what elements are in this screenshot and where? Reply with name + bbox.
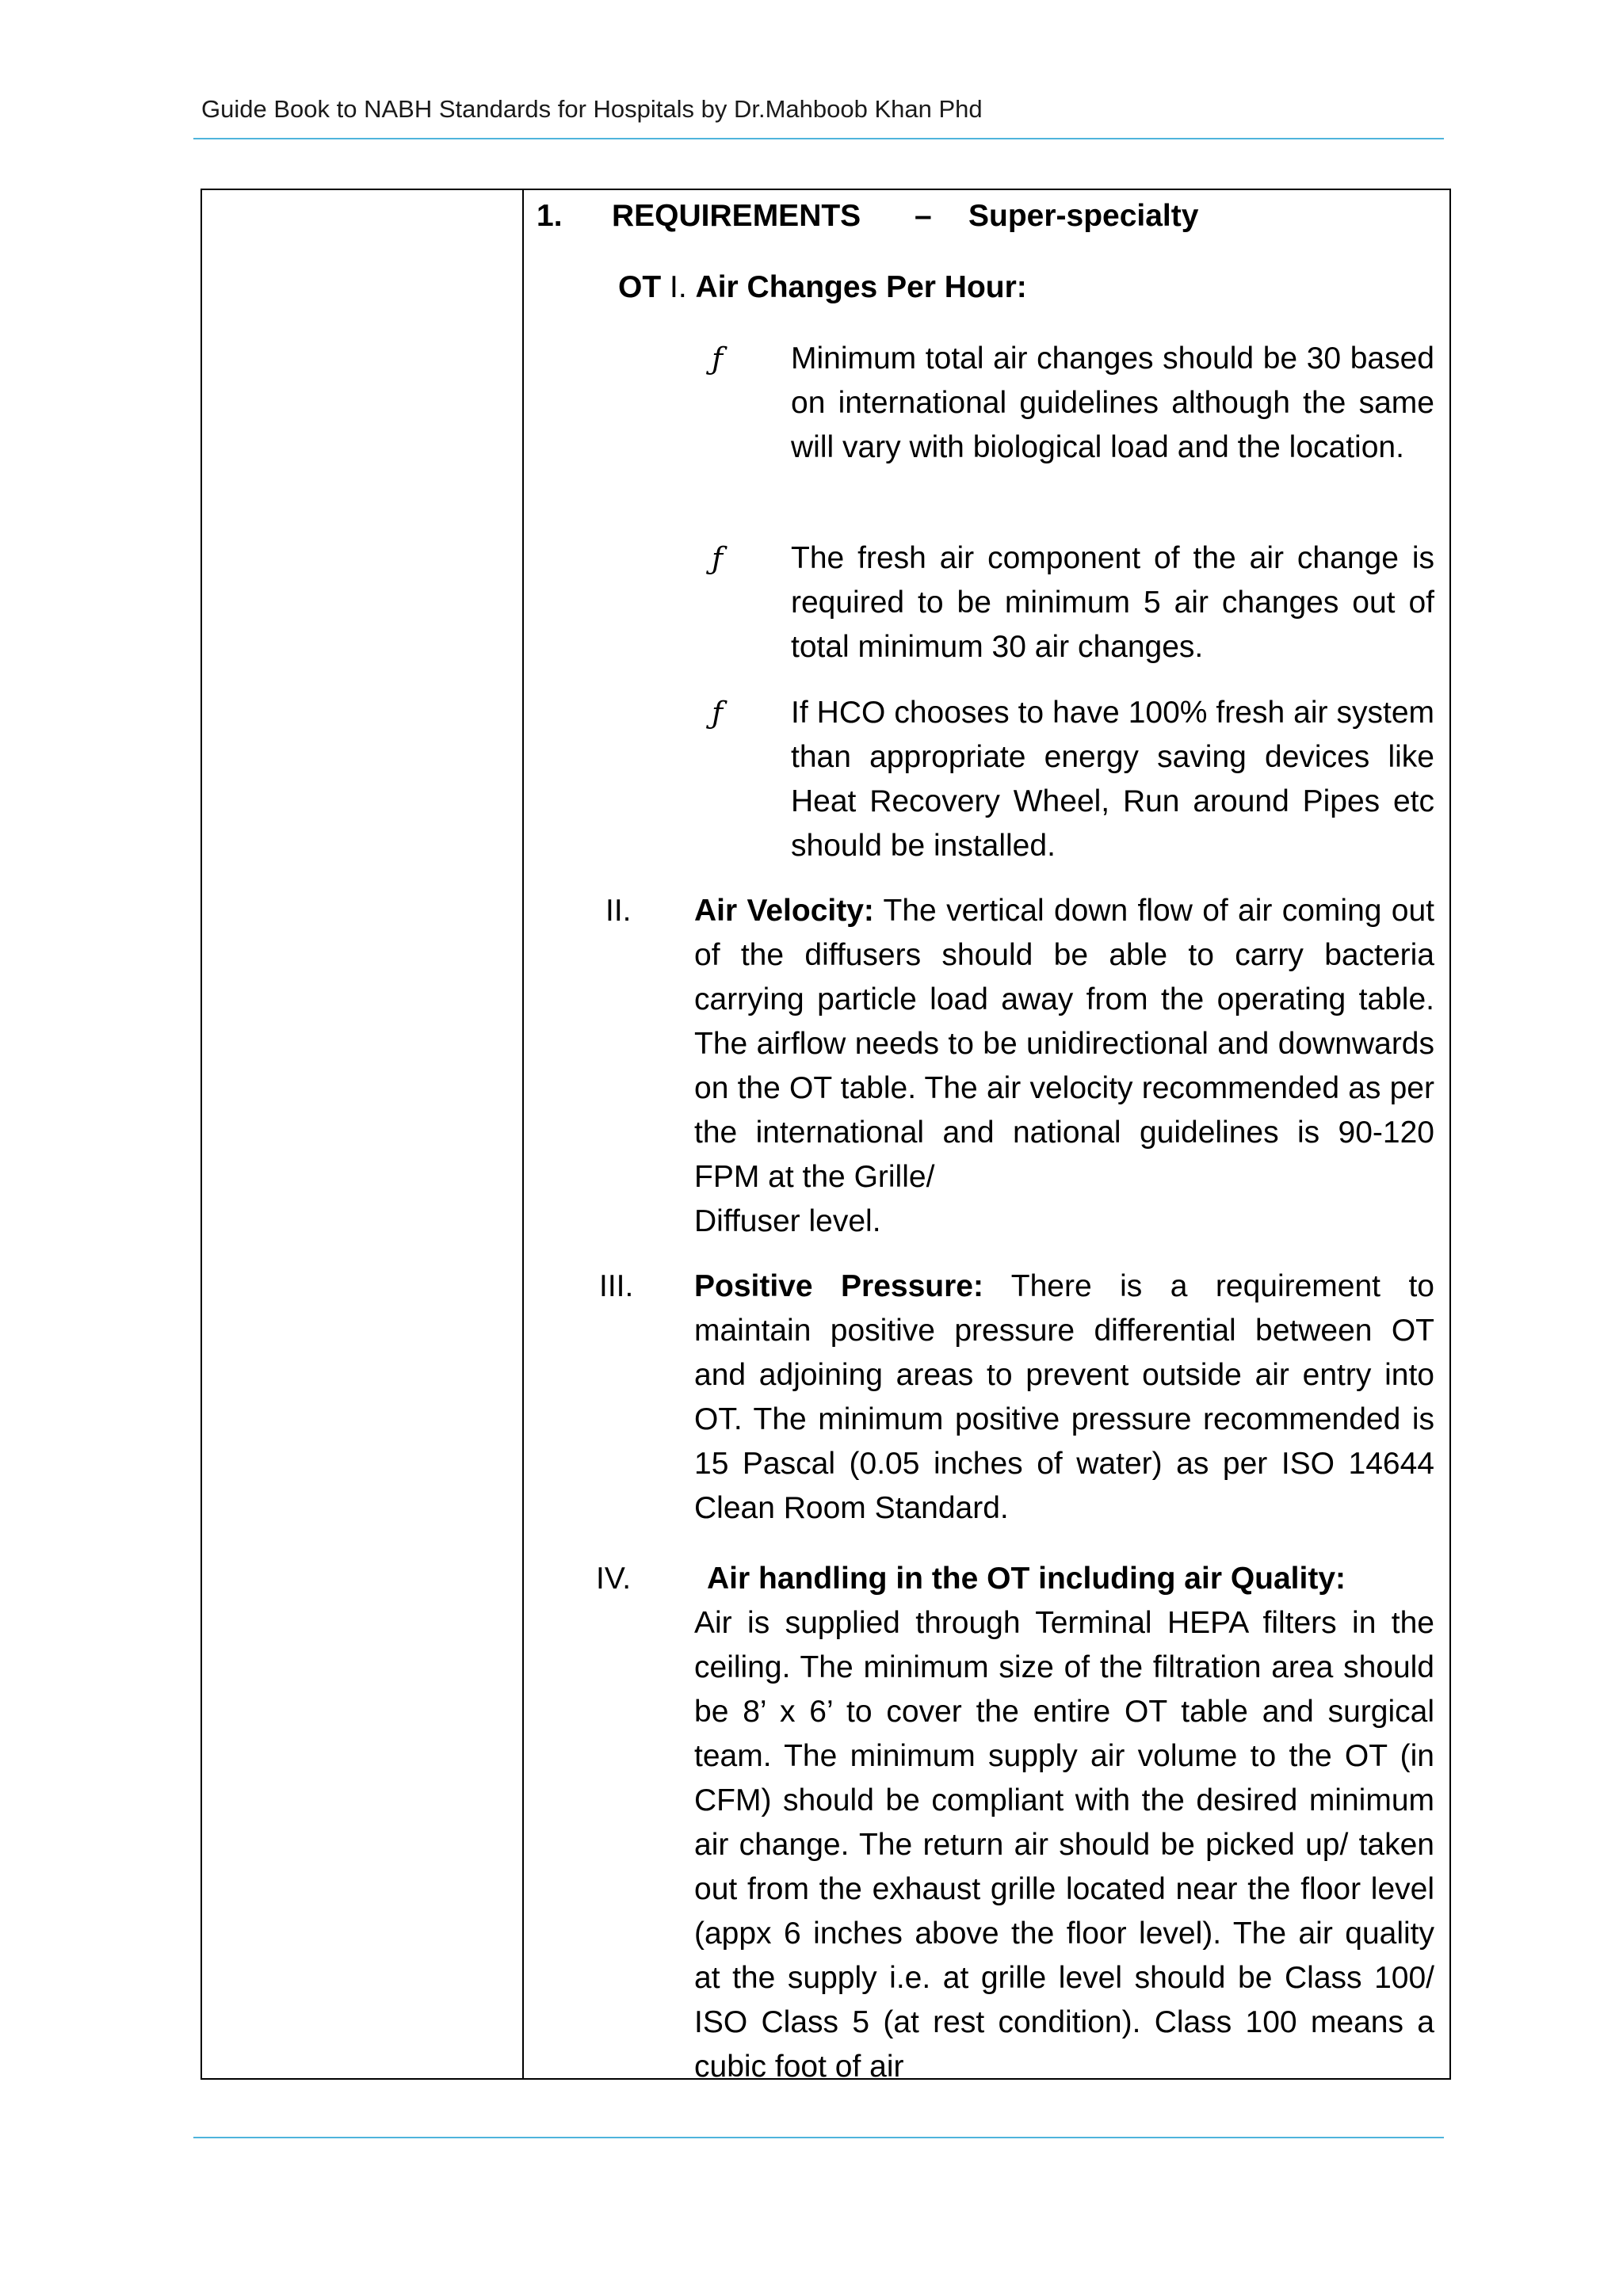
bullet-item: If HCO chooses to have 100% fresh air system than appropriate energy saving devices like Heat Recovery Wheel, Run around Pipes etc should be installed. (791, 696, 1434, 863)
running-header: Guide Book to NABH Standards for Hospitals by Dr.Mahboob Khan Phd (201, 95, 983, 123)
section-title: Air handling in the OT including air Quality: (707, 1562, 1346, 1596)
bullet-item: The fresh air component of the air change is required to be minimum 5 air changes out of total minimum 30 air changes. (791, 541, 1434, 664)
section-numeral: IV. (596, 1562, 632, 1596)
section-body: The vertical down flow of air coming out of the diffusers should be able to carry bacteria carrying particle load away from the operating table. The airflow needs to be unidirectional and downwards on the OT table. The air velocity recommended as per the international and national guidelines is 90-120 FPM at the Grille/ (694, 894, 1435, 1194)
subheading-prefix: OT (618, 270, 662, 304)
subheading-air-changes (618, 265, 1027, 310)
footer-rule (193, 2137, 1444, 2138)
section-title: Positive Pressure: (694, 1269, 983, 1303)
bullet-icon: ƒ (712, 341, 724, 376)
column-divider (522, 190, 524, 2078)
heading-subtitle: Super-specialty (968, 199, 1199, 233)
section-air-handling-title (694, 1557, 1447, 1601)
heading-title: REQUIREMENTS (612, 199, 861, 233)
section-body: There is a requirement to maintain positive pressure differential between OT and adjoining areas to prevent outside air entry into OT. The minimum positive pressure recommended is 15 Pascal (0.05 inches of water) as per ISO 14644 Clean Room Standard. (694, 1269, 1434, 1525)
section-positive-pressure (694, 1264, 1434, 1531)
section-numeral: III. (599, 1269, 634, 1303)
bullet-item: Minimum total air changes should be 30 based on international guidelines although the same will vary with biological load and the location. (791, 341, 1434, 464)
section-air-velocity (694, 889, 1434, 1244)
heading-dash: – (915, 199, 932, 233)
subheading-numeral: I. (670, 270, 687, 304)
section-air-handling (694, 1601, 1434, 2089)
section-body: Air is supplied through Terminal HEPA filters in the ceiling. The minimum size of the filtration area should be 8’ x 6’ to cover the entire OT table and surgical team. The minimum supply air volume to the OT (in CFM) should be compliant with the desired minimum air change. The return air should be picked up/ taken out from the exhaust grille located near the floor level (appx 6 inches above the floor level). The air quality at the supply i.e. at grille level should be Class 100/ ISO Class 5 (at rest condition). Class 100 means a cubic foot of air (694, 1606, 1434, 2084)
bullet-icon: ƒ (712, 541, 724, 576)
heading-number: 1. (537, 199, 563, 233)
header-rule (193, 138, 1444, 139)
section-body-end: Diffuser level. (694, 1204, 881, 1238)
section-title: Air Velocity: (694, 894, 874, 928)
section-numeral: II. (605, 894, 632, 928)
subheading-title: Air Changes Per Hour: (695, 270, 1027, 304)
bullet-icon: ƒ (712, 696, 724, 730)
